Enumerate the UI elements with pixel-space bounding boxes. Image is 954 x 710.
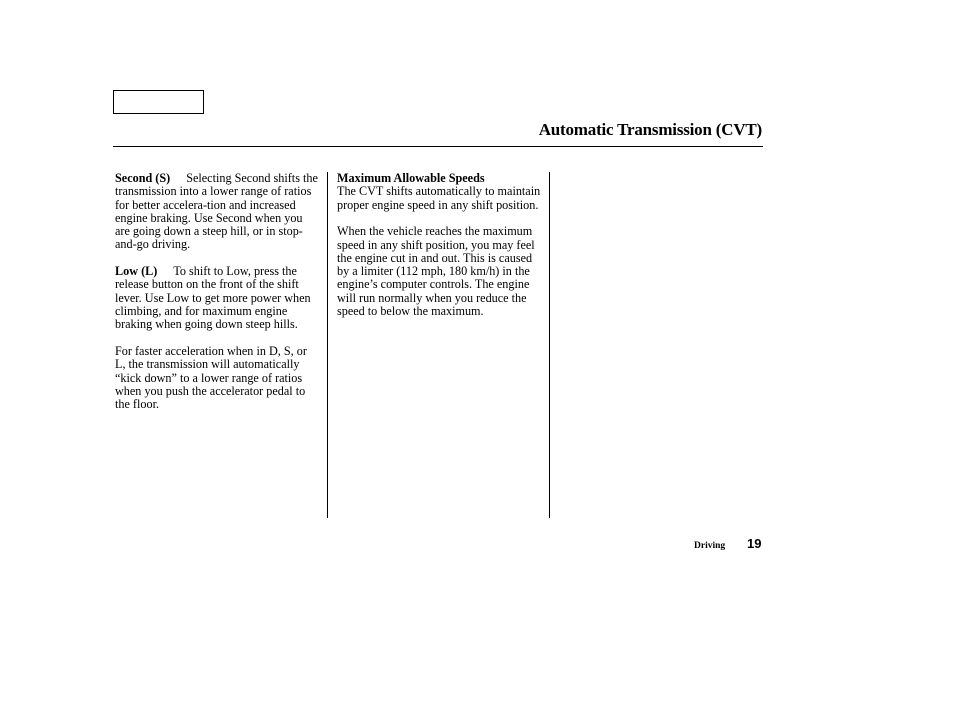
- column-1: [115, 172, 320, 425]
- text-low: To shift to Low, press the release button on the front of the shift lever. Use Low to get more power when climbing, and for maximum engine braking when going down steep hills.: [115, 264, 311, 332]
- column-2: [337, 172, 543, 332]
- paragraph-kickdown: For faster acceleration when in D, S, or L, the transmission will automatically “kick down” to a lower range of ratios when you push the accelerator pedal to the floor.: [115, 344, 307, 412]
- column-divider-2: [549, 172, 550, 518]
- paragraph-second: [115, 172, 320, 252]
- title-rule: [113, 146, 763, 147]
- heading-second: Second (S): [115, 171, 171, 185]
- heading-low: Low (L): [115, 264, 158, 279]
- page-number: 19: [747, 536, 762, 551]
- paragraph-low: [115, 265, 320, 331]
- paragraph-max-speeds: [337, 172, 543, 212]
- text-max-speeds: The CVT shifts automatically to maintain proper engine speed in any shift position.: [337, 184, 541, 212]
- footer-section-label: Driving: [694, 541, 726, 551]
- column-divider-1: [327, 172, 328, 518]
- page-title: Automatic Transmission (CVT): [538, 120, 762, 139]
- text-second: Selecting Second shifts the transmission into a lower range of ratios for better accelera-tion and increased engine braking. Use Second when you are going down a steep hill, or in stop-and-go driving.: [115, 171, 318, 252]
- section-tab-box: [113, 90, 204, 114]
- paragraph-limiter: When the vehicle reaches the maximum speed in any shift position, you may feel the engine cut in and out. This is caused by a limiter (112 mph, 180 km/h) in the engine’s computer controls. The engine will run normally when you reduce the speed to below the maximum.: [337, 224, 535, 319]
- heading-max-speeds: Maximum Allowable Speeds: [337, 171, 485, 185]
